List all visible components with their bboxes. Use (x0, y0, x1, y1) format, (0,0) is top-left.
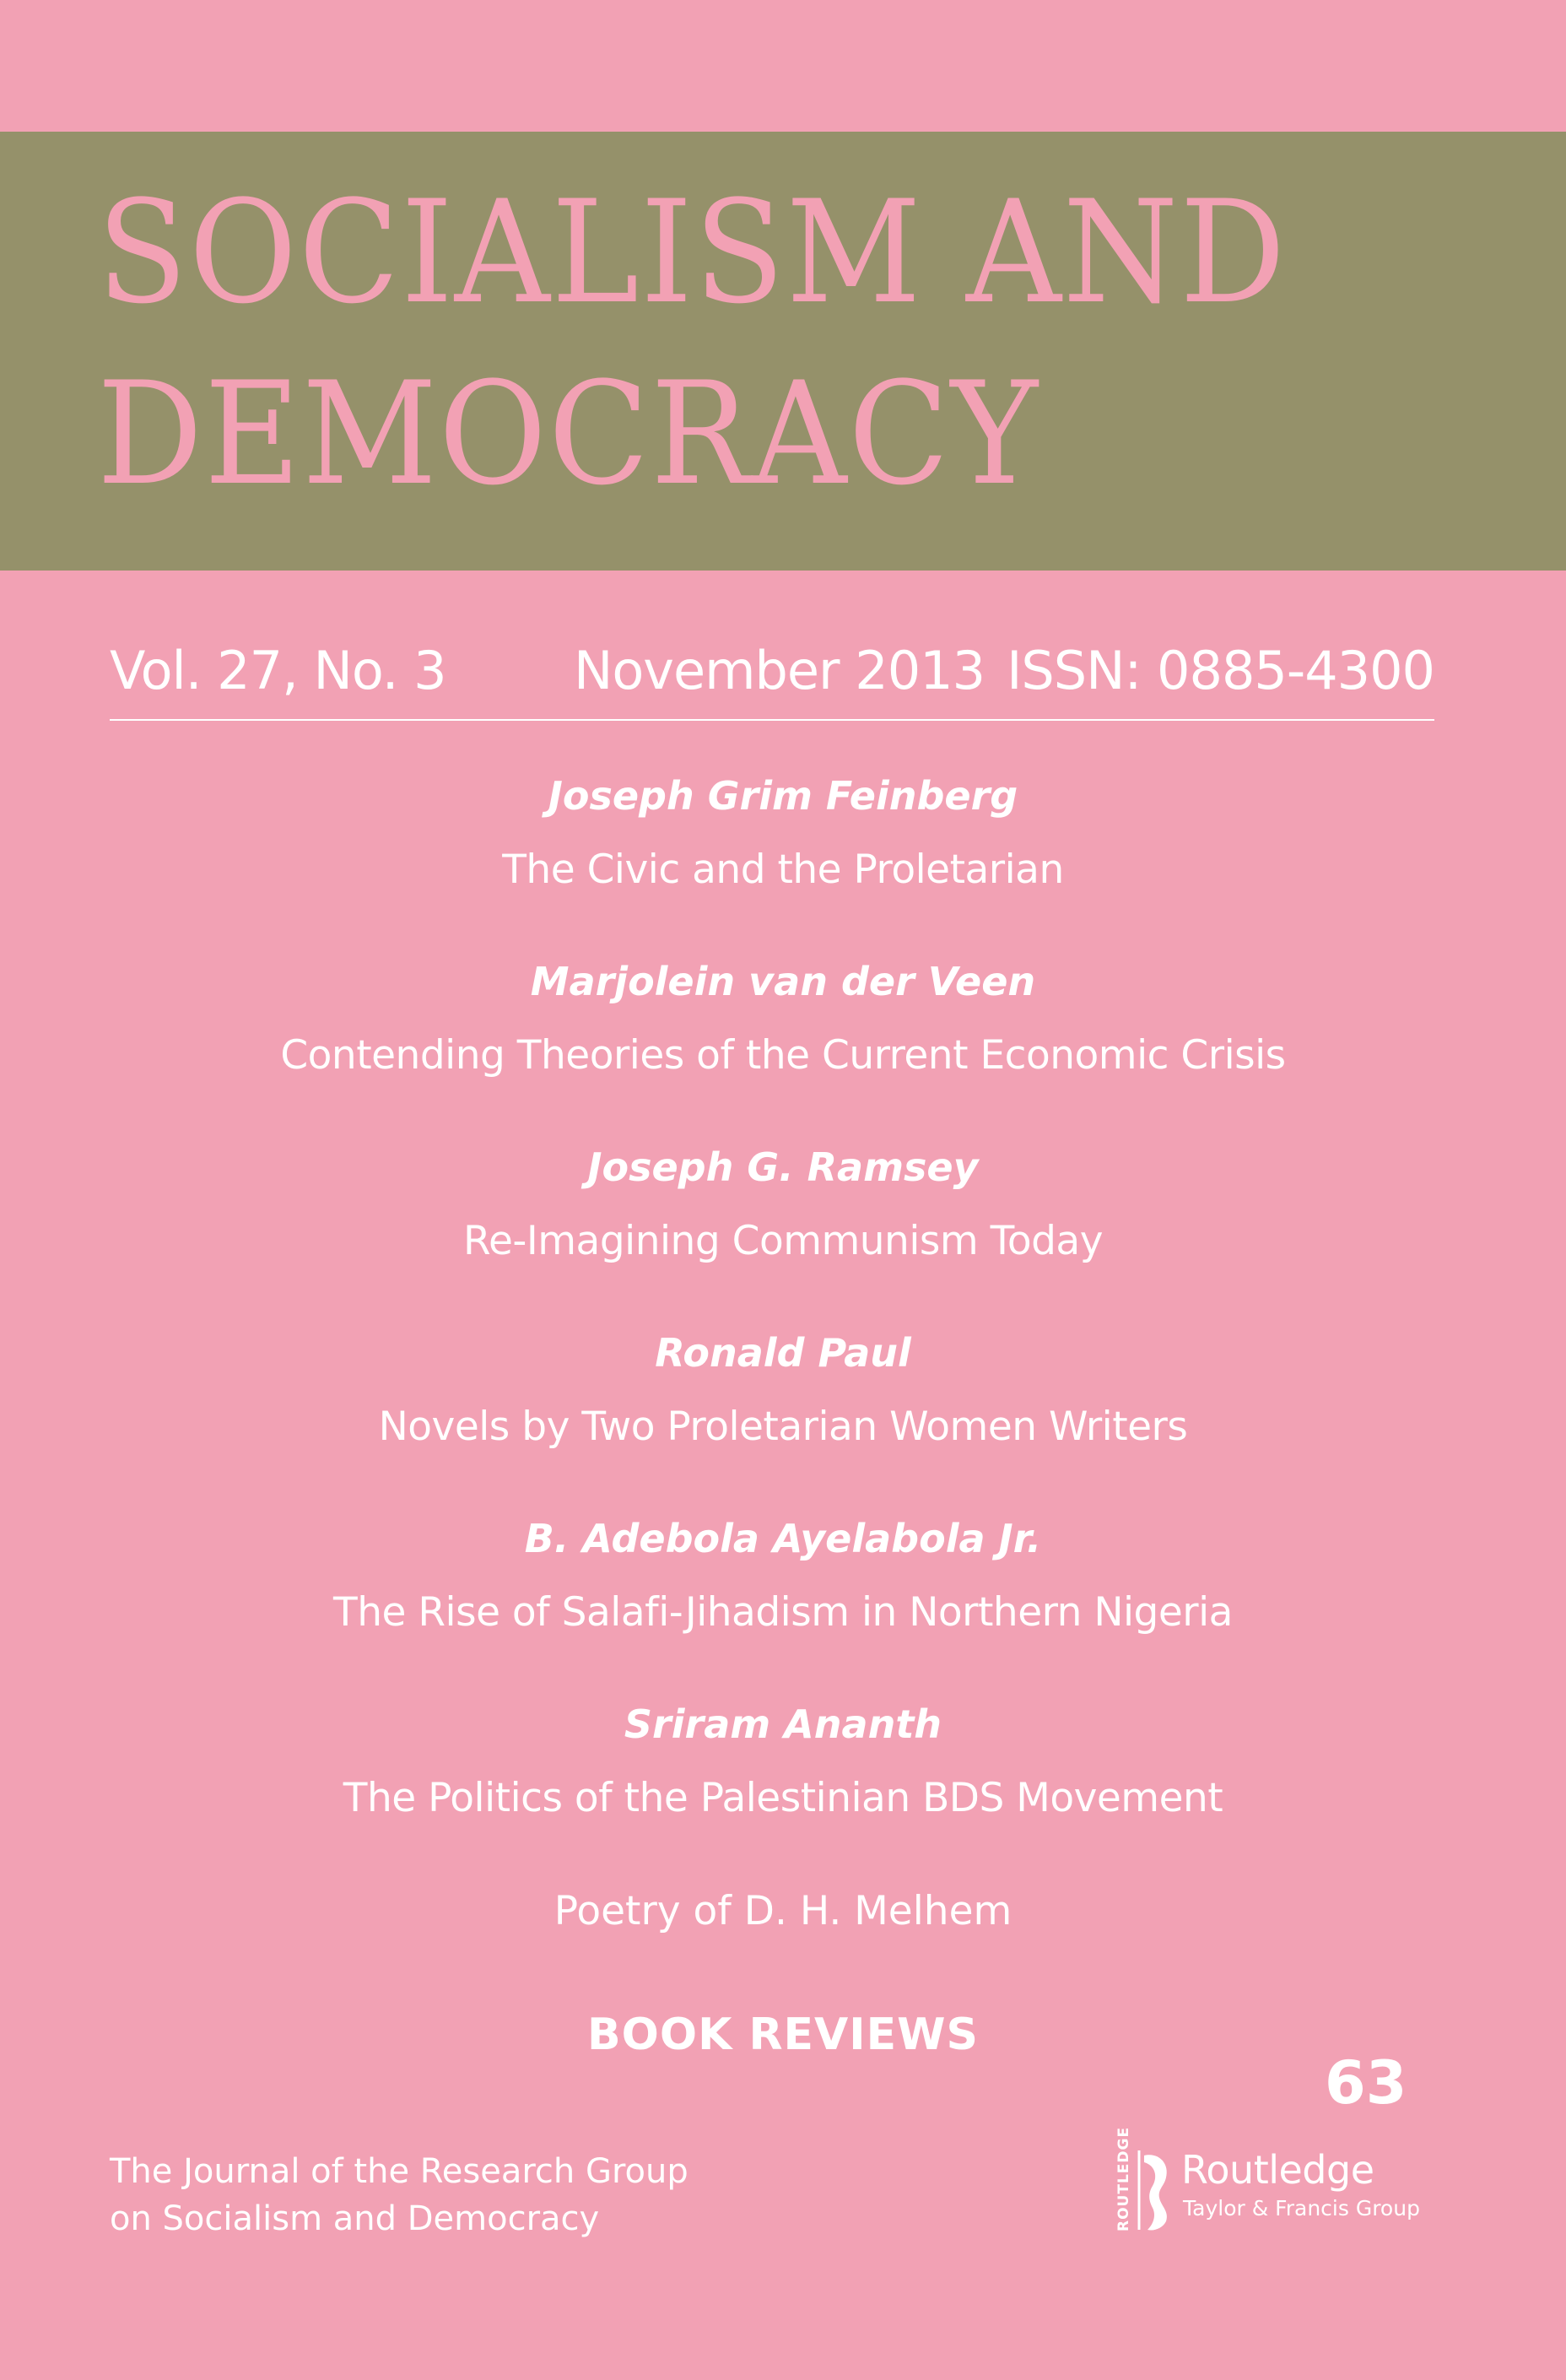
poetry-entry: Poetry of D. H. Melhem (554, 1888, 1012, 1934)
issue-number: 63 (1325, 2048, 1407, 2118)
publisher-name: Routledge (1181, 2147, 1374, 2193)
article-title: The Politics of the Palestinian BDS Movement (343, 1775, 1223, 1821)
publisher-logo (1110, 2126, 1465, 2237)
journal-title-line1: SOCIALISM AND (97, 170, 1288, 335)
issue-info-row (110, 641, 1434, 700)
contents-entry (0, 1325, 1566, 1511)
routledge-logo-text: ROUTLEDGE (1115, 2126, 1132, 2231)
contents-entry (0, 1696, 1566, 1882)
article-author: Joseph Grim Feinberg (548, 773, 1018, 819)
volume-number: Vol. 27, No. 3 (110, 640, 446, 701)
routledge-logo-icon (1110, 2126, 1178, 2237)
article-author: B. Adebola Ayelabola Jr. (524, 1516, 1042, 1561)
article-author: Ronald Paul (655, 1330, 911, 1376)
journal-description-line2: on Socialism and Democracy (110, 2199, 600, 2238)
article-author: Joseph G. Ramsey (587, 1144, 979, 1190)
journal-description-line1: The Journal of the Research Group (110, 2152, 688, 2191)
article-title: Contending Theories of the Current Economic Crisis (280, 1032, 1286, 1079)
publisher-group: Taylor & Francis Group (1183, 2196, 1420, 2220)
divider-rule (110, 719, 1434, 721)
article-title: Novels by Two Proletarian Women Writers (378, 1404, 1188, 1450)
article-author: Marjolein van der Veen (530, 959, 1036, 1004)
contents-entry (0, 1139, 1566, 1325)
table-of-contents (0, 768, 1566, 1882)
article-title: Re-Imagining Communism Today (462, 1218, 1104, 1264)
contents-entry (0, 954, 1566, 1139)
article-author: Sriram Ananth (624, 1701, 942, 1747)
issue-date: November 2013 (574, 640, 986, 701)
contents-entry (0, 1511, 1566, 1696)
article-title: The Civic and the Proletarian (502, 847, 1064, 893)
contents-entry (0, 768, 1566, 954)
book-reviews-heading: BOOK REVIEWS (587, 2009, 979, 2060)
article-title: The Rise of Salafi-Jihadism in Northern Nigeria (333, 1589, 1233, 1636)
journal-description (110, 2148, 688, 2242)
issn: ISSN: 0885-4300 (1007, 640, 1434, 701)
journal-title-line2: DEMOCRACY (97, 351, 1040, 517)
